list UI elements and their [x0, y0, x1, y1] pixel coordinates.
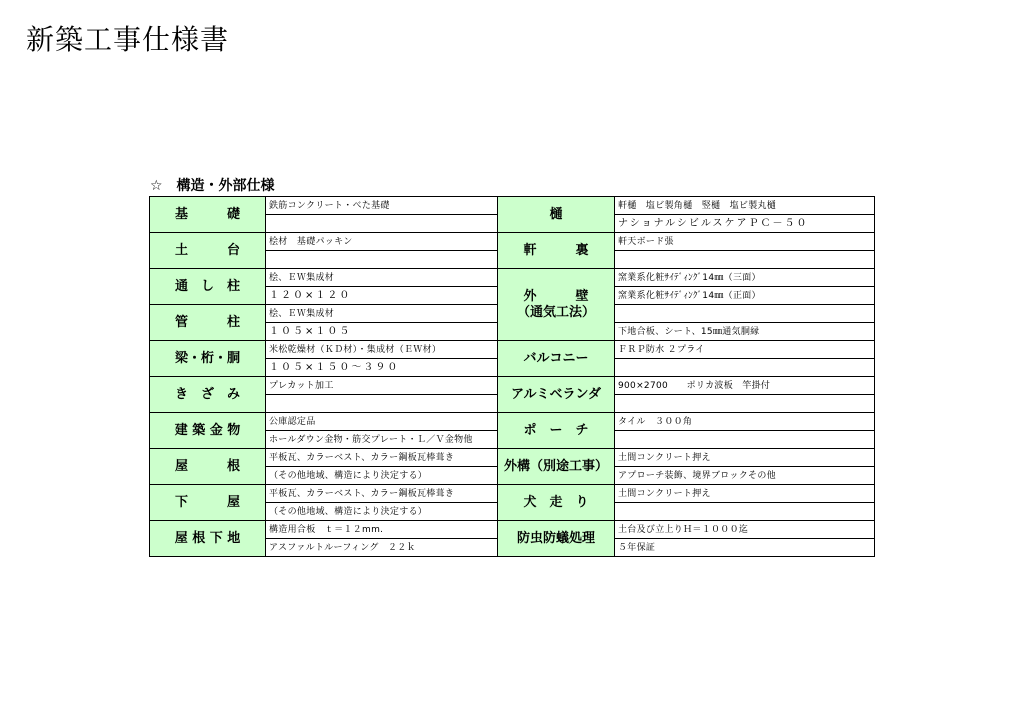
right-label-apron: 犬 走 り: [498, 485, 615, 521]
right-label-balcony: バルコニー: [498, 341, 615, 377]
left-value: 桧材 基礎パッキン: [266, 233, 498, 251]
table-row: [150, 377, 875, 395]
left-label-sill: 土 台: [150, 233, 266, 269]
left-value: プレカット加工: [266, 377, 498, 395]
table-row: [150, 341, 875, 359]
left-value: アスファルトルーフィング ２２ｋ: [266, 539, 498, 557]
right-label-soffit: 軒 裏: [498, 233, 615, 269]
table-row: [150, 449, 875, 467]
table-row: [150, 233, 875, 251]
left-value: 桧、ＥＷ集成材: [266, 269, 498, 287]
table-row: [150, 197, 875, 215]
left-label-hardware: 建 築 金 物: [150, 413, 266, 449]
left-label-column: 管 柱: [150, 305, 266, 341]
left-value: （その他地域、構造により決定する）: [266, 503, 498, 521]
left-value: [266, 215, 498, 233]
right-label-porch: ポ ー チ: [498, 413, 615, 449]
right-value: 土間コンクリート押え: [615, 485, 875, 503]
right-value: 軒天ボード張: [615, 233, 875, 251]
right-value: タイル ３００角: [615, 413, 875, 431]
left-value: 構造用合板 ｔ＝１２mm.: [266, 521, 498, 539]
right-value: 土間コンクリート押え: [615, 449, 875, 467]
table-row: [150, 413, 875, 431]
left-label-beam: 梁・桁・胴: [150, 341, 266, 377]
document-title: 新築工事仕様書: [26, 23, 230, 56]
right-label-exterior-wall: [498, 269, 615, 341]
left-label-roof: 屋 根: [150, 449, 266, 485]
left-label-roof-base: 屋 根 下 地: [150, 521, 266, 557]
right-value: [615, 503, 875, 521]
right-value: 土台及び立上りＨ＝１０００迄: [615, 521, 875, 539]
left-value: ホールダウン金物・筋交プレート・Ｌ／Ｖ金物他: [266, 431, 498, 449]
left-label-through-column: 通 し 柱: [150, 269, 266, 305]
table-row: [150, 485, 875, 503]
right-value: [615, 359, 875, 377]
right-label-termite-treatment: 防虫防蟻処理: [498, 521, 615, 557]
left-value: １０５×１０５: [266, 323, 498, 341]
left-label-foundation: 基 礎: [150, 197, 266, 233]
left-value: １２０×１２０: [266, 287, 498, 305]
left-value: [266, 251, 498, 269]
right-value: 900×2700 ポリカ波板 竿掛付: [615, 377, 875, 395]
right-value: ＦＲＰ防水 ２プライ: [615, 341, 875, 359]
right-value: 窯業系化粧ｻｲﾃﾞｨﾝｸﾞ14㎜（正面）: [615, 287, 875, 305]
spec-table: [149, 196, 875, 557]
section-heading: ☆ 構造・外部仕様: [150, 178, 275, 194]
left-label-lower-roof: 下 屋: [150, 485, 266, 521]
table-row: [150, 521, 875, 539]
left-value: 平板瓦、カラーベスト、カラー鋼板瓦棒葺き: [266, 449, 498, 467]
left-value: 公庫認定品: [266, 413, 498, 431]
right-label-gutter: 樋: [498, 197, 615, 233]
right-label-aluminum-veranda: アルミベランダ: [498, 377, 615, 413]
right-value: 下地合板、シート、15㎜通気胴縁: [615, 323, 875, 341]
right-value: [615, 305, 875, 323]
left-value: 平板瓦、カラーベスト、カラー鋼板瓦棒葺き: [266, 485, 498, 503]
left-value: （その他地域、構造により決定する）: [266, 467, 498, 485]
right-value: [615, 395, 875, 413]
left-value: 鉄筋コンクリート・べた基礎: [266, 197, 498, 215]
left-value: 桧、ＥＷ集成材: [266, 305, 498, 323]
left-label-carving: き ざ み: [150, 377, 266, 413]
right-value: [615, 431, 875, 449]
left-value: 米松乾燥材（ＫＤ材）・集成材（ＥＷ材）: [266, 341, 498, 359]
right-value: 軒樋 塩ビ製角樋 竪樋 塩ビ製丸樋: [615, 197, 875, 215]
right-value: 窯業系化粧ｻｲﾃﾞｨﾝｸﾞ14㎜（三面）: [615, 269, 875, 287]
exterior-wall-sublabel: （通気工法）: [516, 304, 595, 320]
left-value: [266, 395, 498, 413]
right-value: ５年保証: [615, 539, 875, 557]
left-value: １０５×１５０～３９０: [266, 359, 498, 377]
table-row: [150, 269, 875, 287]
right-value: [615, 251, 875, 269]
right-value: ナショナルシビルスケアＰＣ－５０: [615, 215, 875, 233]
exterior-wall-label: 外 壁: [523, 288, 589, 304]
right-label-exterior-works: 外構（別途工事）: [498, 449, 615, 485]
right-value: アプローチ装飾、境界ブロックその他: [615, 467, 875, 485]
